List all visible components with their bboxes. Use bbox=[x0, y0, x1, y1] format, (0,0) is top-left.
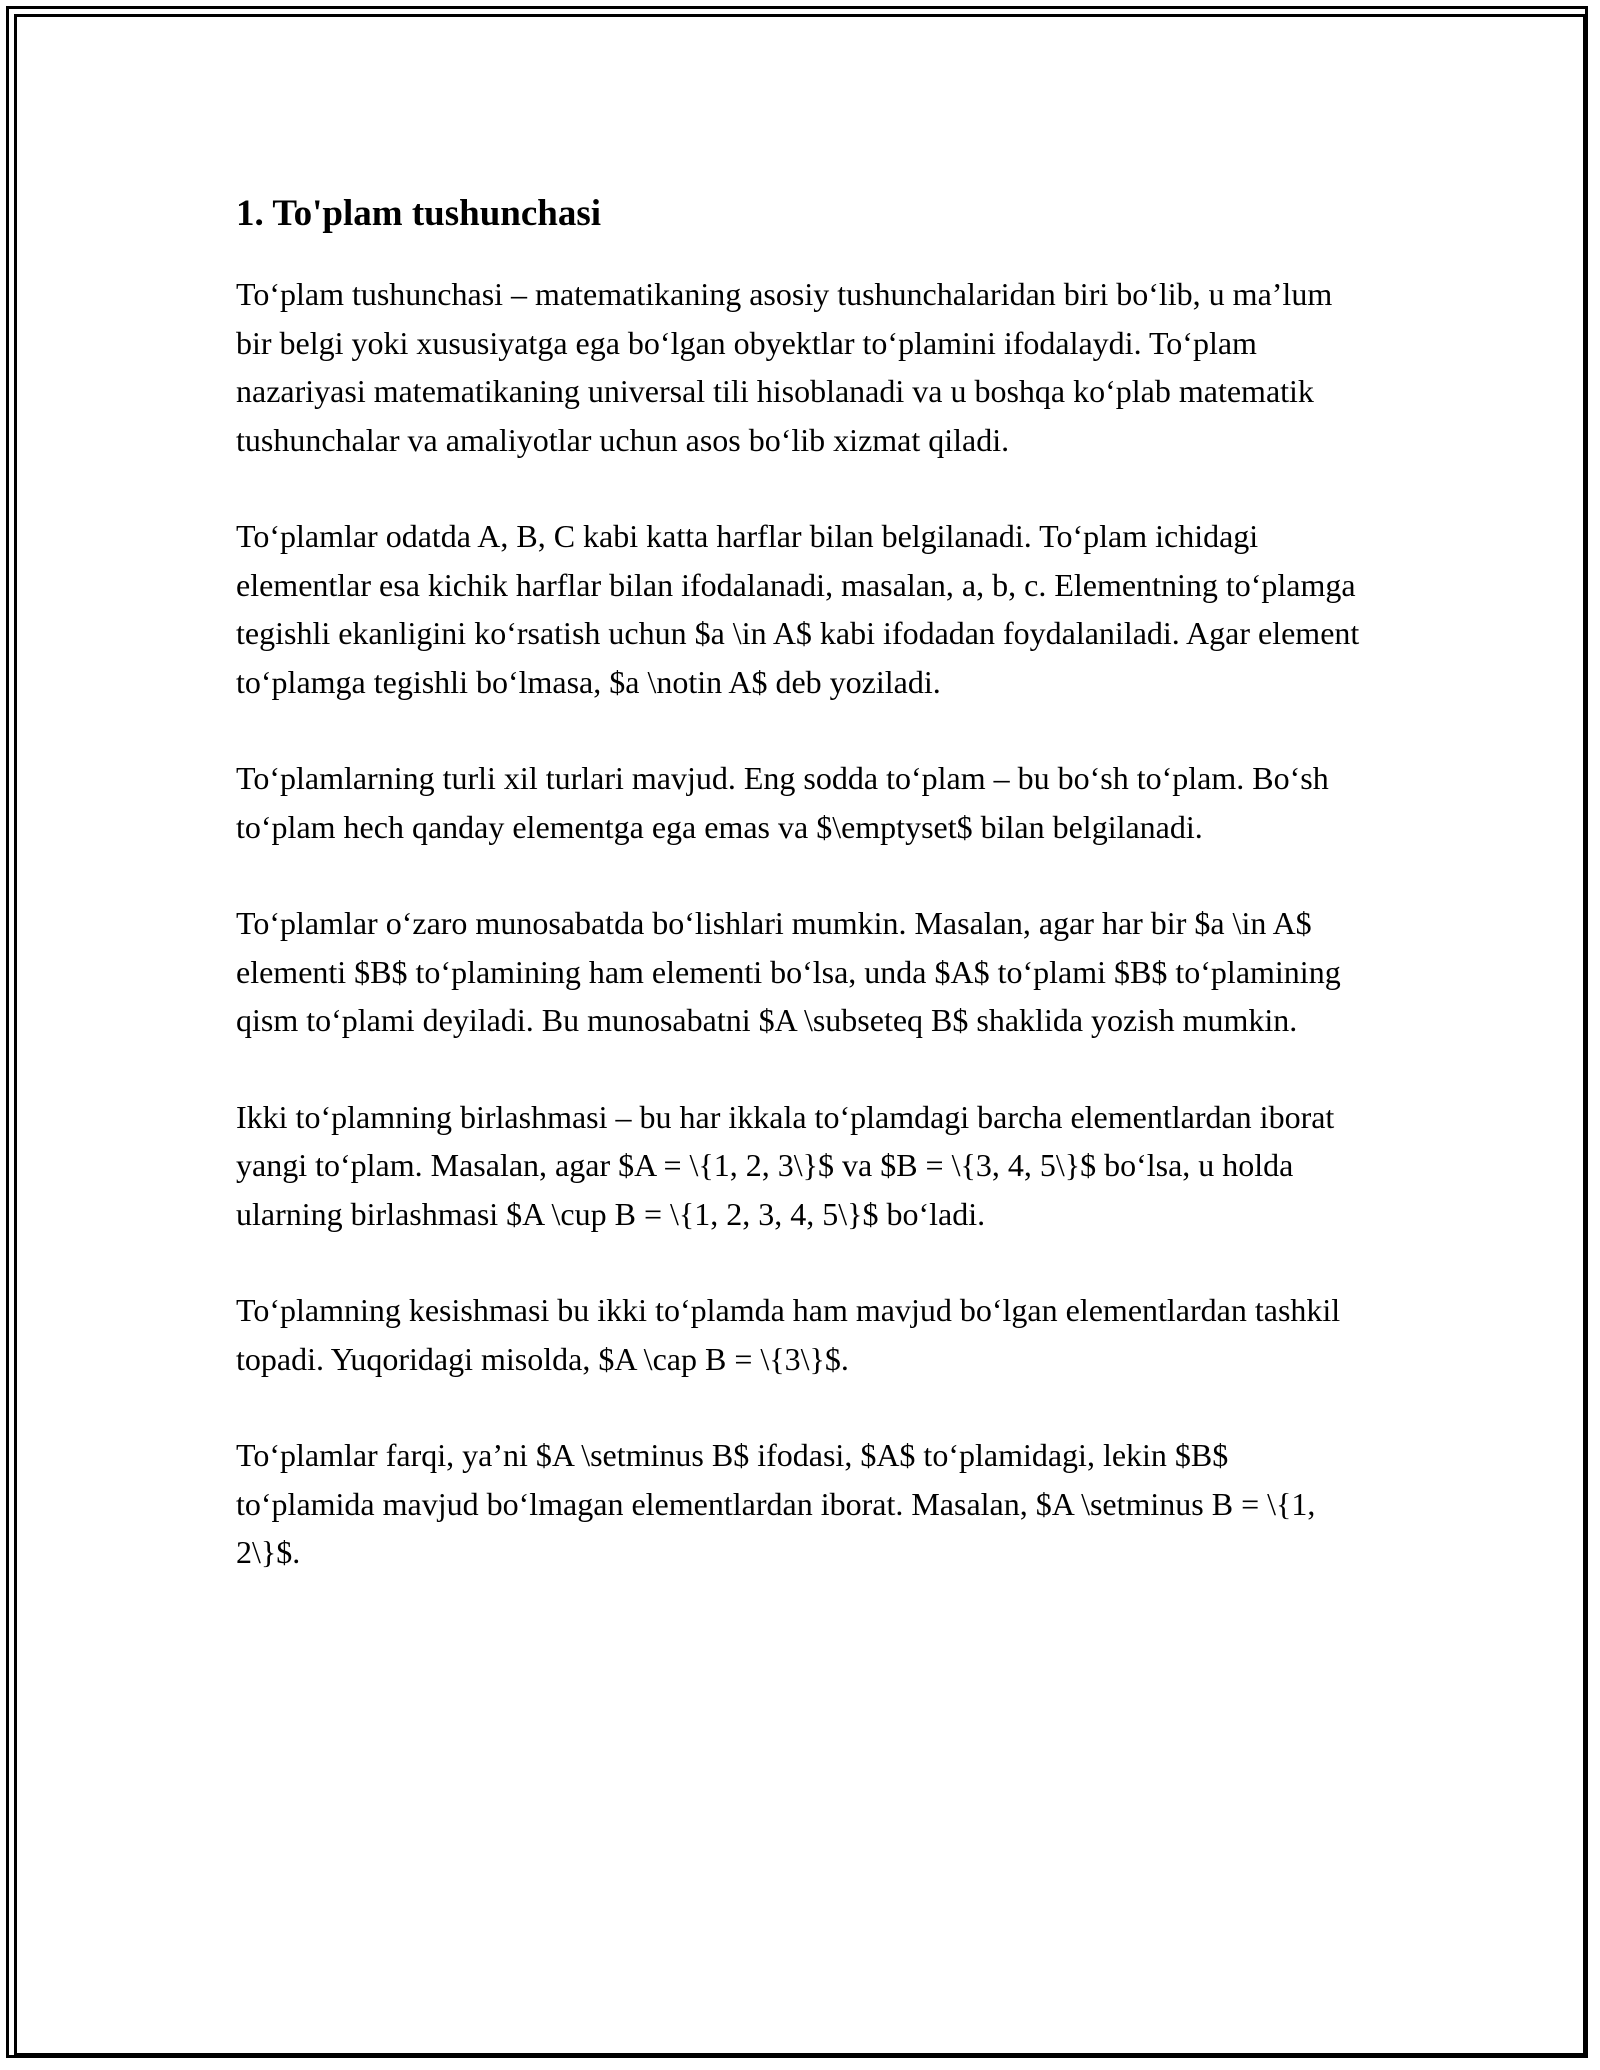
paragraph-intersection: To‘plamning kesishmasi bu ikki to‘plamda ham mavjud bo‘lgan elementlardan tashkil topadi. Yuqoridagi misolda, $A \cap B = \{3\}$. bbox=[236, 1292, 1341, 1377]
document-title: 1. To'plam tushunchasi bbox=[236, 193, 602, 234]
paragraph-definition: To‘plam tushunchasi – matematikaning asosiy tushunchalaridan biri bo‘lib, u ma’lum bir belgi yoki xususiyatga ega bo‘lgan obyektlar to‘plamini ifodalaydi. To‘plam nazariyasi matematikaning universal tili hisoblanadi va u boshqa ko‘plab matematik tushunchalar va amaliyotlar uchun asos bo‘lib xizmat qiladi. bbox=[236, 276, 1333, 458]
paragraph-notation: To‘plamlar odatda A, B, C kabi katta harflar bilan belgilanadi. To‘plam ichidagi elementlar esa kichik harflar bilan ifodalanadi, masalan, a, b, c. Elementning to‘plamga tegishli ekanligini ko‘rsatish uchun $a \in A$ kabi ifodadan foydalaniladi. Agar element to‘plamga tegishli bo‘lmasa, $a \notin A$ deb yoziladi. bbox=[236, 518, 1360, 700]
paragraph-subset: To‘plamlar o‘zaro munosabatda bo‘lishlari mumkin. Masalan, agar har bir $a \in A$ elementi $B$ to‘plamining ham elementi bo‘lsa, unda $A$ to‘plami $B$ to‘plamining qism to‘plami deyiladi. Bu munosabatni $A \subseteq B$ shaklida yozish mumkin. bbox=[236, 905, 1341, 1038]
paragraph-difference: To‘plamlar farqi, ya’ni $A \setminus B$ ifodasi, $A$ to‘plamidagi, lekin $B$ to‘plamida mavjud bo‘lmagan elementlardan iborat. Masalan, $A \setminus B = \{1, 2\}$. bbox=[236, 1437, 1316, 1570]
paragraph-empty-set: To‘plamlarning turli xil turlari mavjud. Eng sodda to‘plam – bu bo‘sh to‘plam. Bo‘sh to‘plam hech qanday elementga ega emas va $\emptyset$ bilan belgilanadi. bbox=[236, 760, 1329, 845]
paragraph-union: Ikki to‘plamning birlashmasi – bu har ikkala to‘plamdagi barcha elementlardan iborat yangi to‘plam. Masalan, agar $A = \{1, 2, 3\}$ va $B = \{3, 4, 5\}$ bo‘lsa, u holda ularning birlashmasi $A \cup B = \{1, 2, 3, 4, 5\}$ bo‘ladi. bbox=[236, 1098, 1335, 1232]
document-body bbox=[236, 188, 1366, 1625]
